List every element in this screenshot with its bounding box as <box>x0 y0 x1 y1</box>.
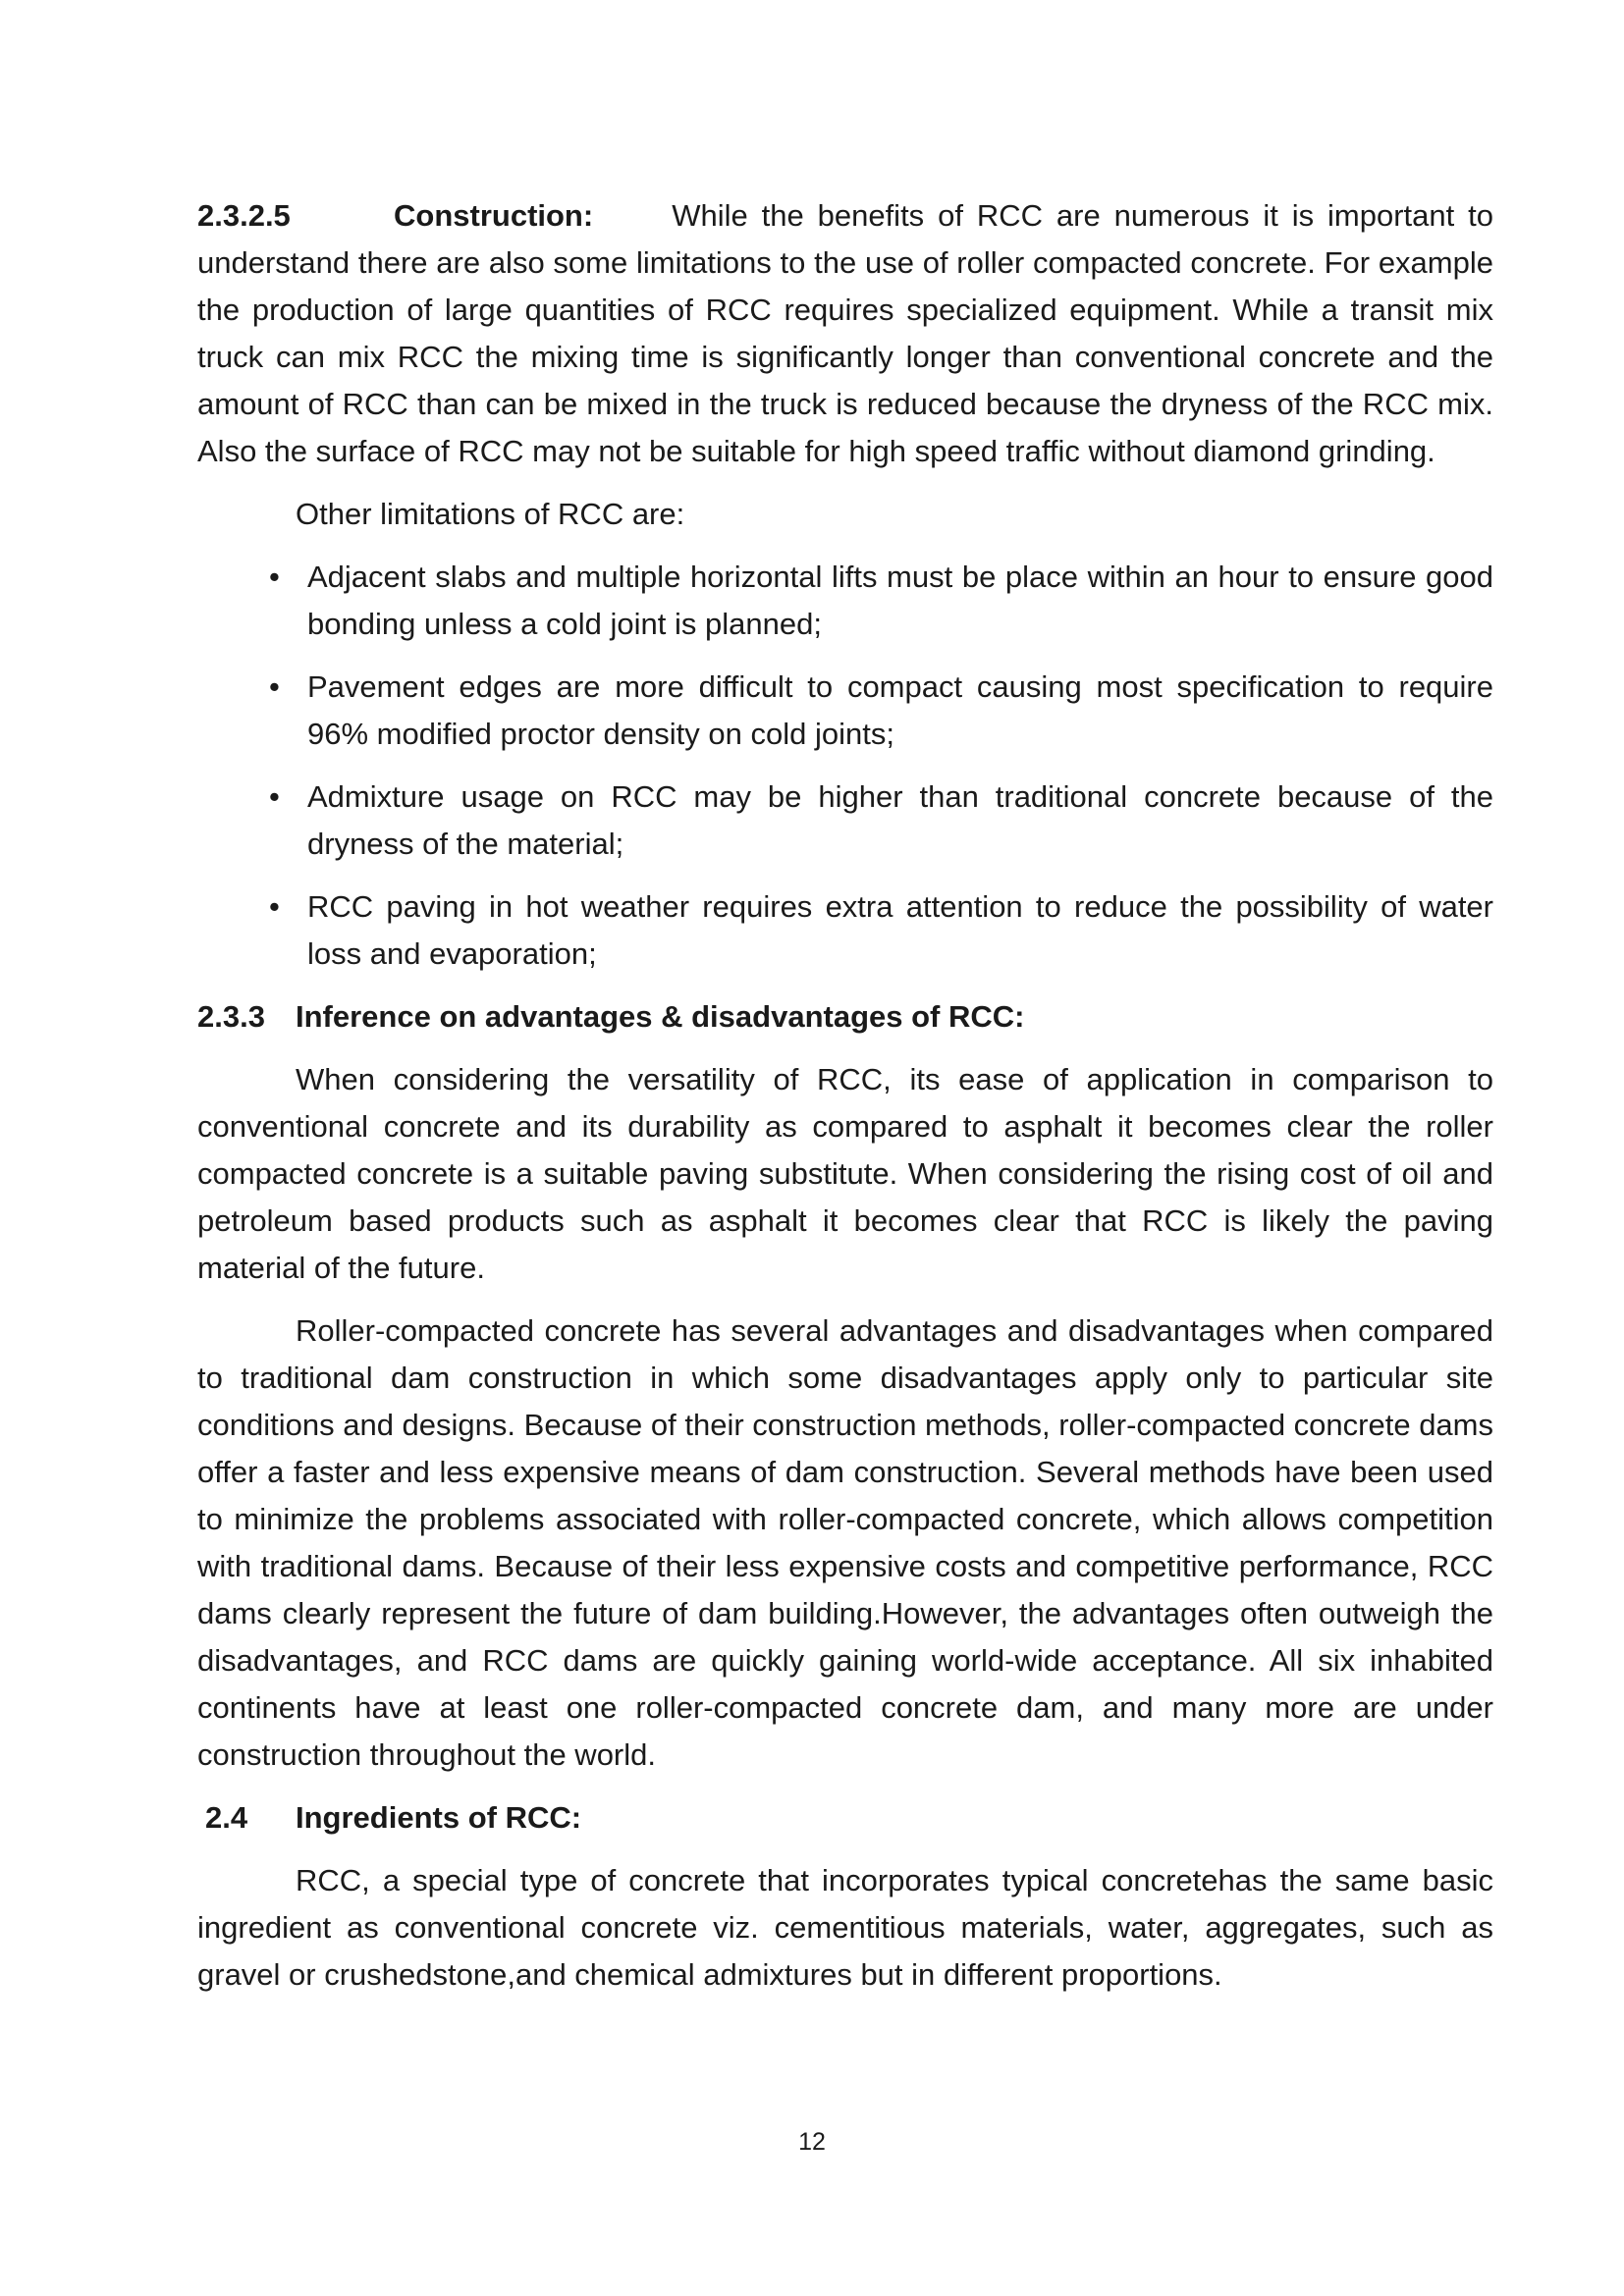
list-item <box>197 774 1493 868</box>
list-item-text: Admixture usage on RCC may be higher than traditional concrete because of the dryness of the material; <box>307 779 1493 861</box>
construction-paragraph <box>197 192 1493 475</box>
section-title: Inference on advantages & disadvantages of RCC: <box>296 999 1025 1034</box>
list-item <box>197 554 1493 648</box>
inference-paragraph-2: Roller-compacted concrete has several advantages and disadvantages when compared to traditional dam construction in which some disadvantages apply only to particular site conditions and designs. Because of their construction methods, roller-compacted concrete dams offer a faster and less expensive means of dam construction. Several methods have been used to minimize the problems associated with roller-compacted concrete, which allows competition with traditional dams. Because of their less expensive costs and competitive performance, RCC dams clearly represent the future of dam building.However, the advantages often outweigh the disadvantages, and RCC dams are quickly gaining world-wide acceptance. All six inhabited continents have at least one roller-compacted concrete dam, and many more are under construction throughout the world. <box>197 1313 1493 1772</box>
limitations-lead: Other limitations of RCC are: <box>296 497 685 531</box>
list-item <box>197 883 1493 978</box>
limitations-list <box>197 554 1493 978</box>
section-heading-ingredients <box>197 1794 1493 1842</box>
ingredients-paragraph: RCC, a special type of concrete that incorporates typical concretehas the same basic ingredient as conventional concrete viz. cementitious materials, water, aggregates, such as gravel or crushedstone,and chemical admixtures but in different proportions. <box>197 1863 1493 1992</box>
document-page <box>197 192 1493 1999</box>
page-number: 12 <box>798 2128 826 2156</box>
inference-paragraph-1: When considering the versatility of RCC, its ease of application in comparison to conventional concrete and its durability as compared to asphalt it becomes clear the roller compacted concrete is a suitable paving substitute. When considering the rising cost of oil and petroleum based products such as asphalt it becomes clear that RCC is likely the paving material of the future. <box>197 1062 1493 1285</box>
section-number: 2.3.3 <box>197 999 265 1034</box>
list-item <box>197 664 1493 758</box>
section-title: Ingredients of RCC: <box>296 1800 582 1835</box>
bullet-icon: • <box>269 779 280 814</box>
bullet-icon: • <box>269 669 280 704</box>
section-title: Construction: <box>394 198 594 233</box>
section-heading-inference <box>197 993 1493 1041</box>
list-item-text: RCC paving in hot weather requires extra attention to reduce the possibility of water loss and evaporation; <box>307 889 1493 971</box>
list-item-text: Adjacent slabs and multiple horizontal lifts must be place within an hour to ensure good bonding unless a cold joint is planned; <box>307 560 1493 641</box>
construction-body: While the benefits of RCC are numerous it is important to understand there are also some limitations to the use of roller compacted concrete. For example the production of large quantities of RCC requires specialized equipment. While a transit mix truck can mix RCC the mixing time is significantly longer than conventional concrete and the amount of RCC than can be mixed in the truck is reduced because the dryness of the RCC mix. Also the surface of RCC may not be suitable for high speed traffic without diamond grinding. <box>197 198 1493 468</box>
section-number: 2.4 <box>205 1800 248 1835</box>
list-item-text: Pavement edges are more difficult to compact causing most specification to require 96% modified proctor density on cold joints; <box>307 669 1493 751</box>
bullet-icon: • <box>269 889 280 924</box>
section-number: 2.3.2.5 <box>197 198 291 233</box>
bullet-icon: • <box>269 560 280 594</box>
